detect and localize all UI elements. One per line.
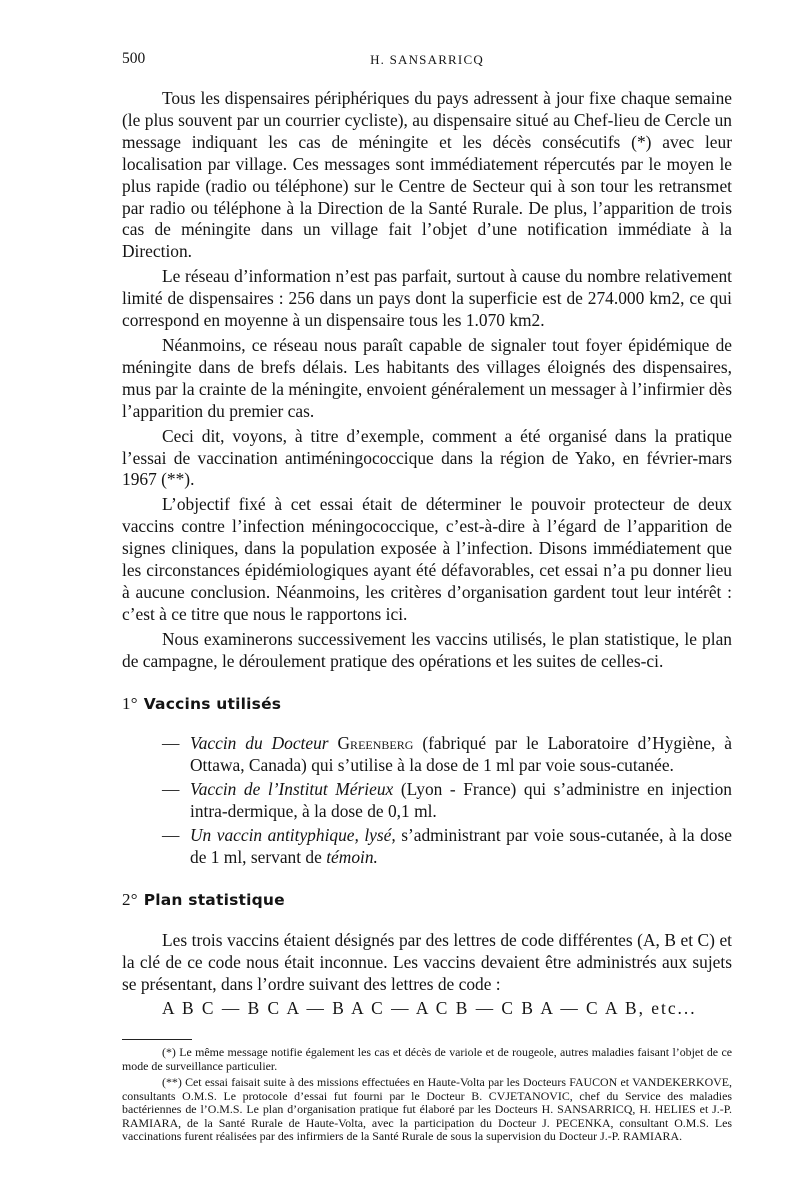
list-item [162,825,732,869]
body-text [122,88,732,1144]
paragraph-objectif: L’objectif fixé à cet essai était de déterminer le pouvoir protecteur de deux vaccins contre l’infection méningococcique, c’est-à-dire à l’égard de l’apparition de signes cliniques, dans la population exposée à l’infection. Disons immédiatement que les circonstances épidémiologiques ayant été défavorables, cet essai n’a pu donner lieu à aucune conclusion. Néanmoins, les critères d’organisation gardent tout leur intérêt : c’est à ce titre que nous le rapportons ici. [122,494,732,624]
vaccine-name: Un vaccin antityphique, lysé, [190,825,396,846]
paragraph-reseau: Le réseau d’information n’est pas parfait, surtout à cause du nombre relativement limité de dispensaires : 256 dans un pays dont la superficie est de 274.000 km2, ce qui correspond en moyenne à un dispensaire tous les 1.070 km2. [122,266,732,331]
paragraph-code-letters: Les trois vaccins étaient désignés par des lettres de code différentes (A, B et C) et la clé de ce code nous était inconnue. Les vaccins devaient être administrés aux sujets se présentant, dans l’ordre suivant des lettres de code : [122,929,732,994]
paragraph-examinerons: Nous examinerons successivement les vaccins utilisés, le plan statistique, le plan de campagne, le déroulement pratique des opérations et les suites de celles-ci. [122,628,732,671]
vaccine-description: (Lyon - France) qui s’administre en injection intra-dermique, à la dose de 0,1 ml. [190,779,732,822]
list-dash: — [162,779,180,800]
vaccine-description: s’administrant par voie sous-cutanée, à la dose de 1 ml, servant de [190,825,732,867]
vaccine-name: Vaccin de l’Institut Mérieux [190,779,394,800]
list-item [162,779,732,823]
paragraph-dispensaires: Tous les dispensaires périphériques du pays adressent à jour fixe chaque semaine (le plus souvent par un courrier cycliste), au dispensaire situé au Chef-lieu de Cercle un message indiquant les cas de méningite et les décès consécutifs (*) avec leur localisation par village. Ces messages sont immédiatement répercutés par le moyen le plus rapide (radio ou téléphone) sur le Centre de Secteur qui à son tour les retransmet par radio ou téléphone à la Direction de la Santé Rurale. De plus, l’apparition de trois cas de méningite dans un village fait l’objet d’une notification immédiate à la Direction. [122,88,732,262]
section-title: Plan statistique [143,890,285,909]
running-title: H. SANSARRICQ [370,52,484,67]
paragraph-ceci-dit: Ceci dit, voyons, à titre d’exemple, comment a été organisé dans la pratique l’essai de vaccination antiméningococcique dans la région de Yako, en février-mars 1967 (**). [122,425,732,490]
section-heading-vaccins [122,693,732,716]
vaccine-role: témoin. [326,847,378,867]
list-dash: — [162,825,180,846]
running-header [122,50,732,72]
section-heading-plan [122,889,732,912]
paragraph-neanmoins: Néanmoins, ce réseau nous paraît capable de signaler tout foyer épidémique de méningite dans de brefs délais. Les habitants des villages éloignés des dispensaires, mus par la crainte de la méningite, envoient généralement un messager à l’infirmier dès l’apparition du premier cas. [122,334,732,421]
vaccine-name: Vaccin du Docteur [190,733,329,754]
vaccine-description: (fabriqué par le Laboratoire d’Hygiène, à Ottawa, Canada) qui s’utilise à la dose de 1 ml par voie sous-cutanée. [190,733,732,776]
code-sequence: A B C — B C A — B A C — A C B — C B A — C A B, etc... [162,997,697,1018]
list-item [162,733,732,777]
section-title: Vaccins utilisés [143,694,282,713]
footnote-rule [122,1039,192,1040]
footnote-1: (*) Le même message notifie également les cas et décès de variole et de rougeole, autres maladies faisant l’objet de ce mode de surveillance particulier. [122,1045,732,1073]
section-number: 1° [122,693,138,713]
footnote-2: (**) Cet essai faisait suite à des missions effectuées en Haute-Volta par les Docteurs FAUCON et VANDEKERKOVE, consultants O.M.S. Le protocole d’essai fut fourni par le Docteur B. CVJETANOVIC, chef du Service des maladies bactériennes de l’O.M.S. Le plan d’organisation pratique fut élaboré par les Docteurs H. SANSARRICQ, H. HELIES et J.-P. RAMIARA, de la Santé Rurale de Haute-Volta, avec la participation du Docteur J. PECENKA, consultant O.M.S. Les vaccinations furent réalisées par des infirmiers de la Santé Rurale de sous la supervision du Docteur J.-P. RAMIARA. [122,1075,732,1144]
section-number: 2° [122,889,138,909]
list-dash: — [162,733,180,754]
vaccine-author: Greenberg [337,733,414,754]
page-number: 500 [122,50,146,67]
vaccine-list [162,733,732,868]
